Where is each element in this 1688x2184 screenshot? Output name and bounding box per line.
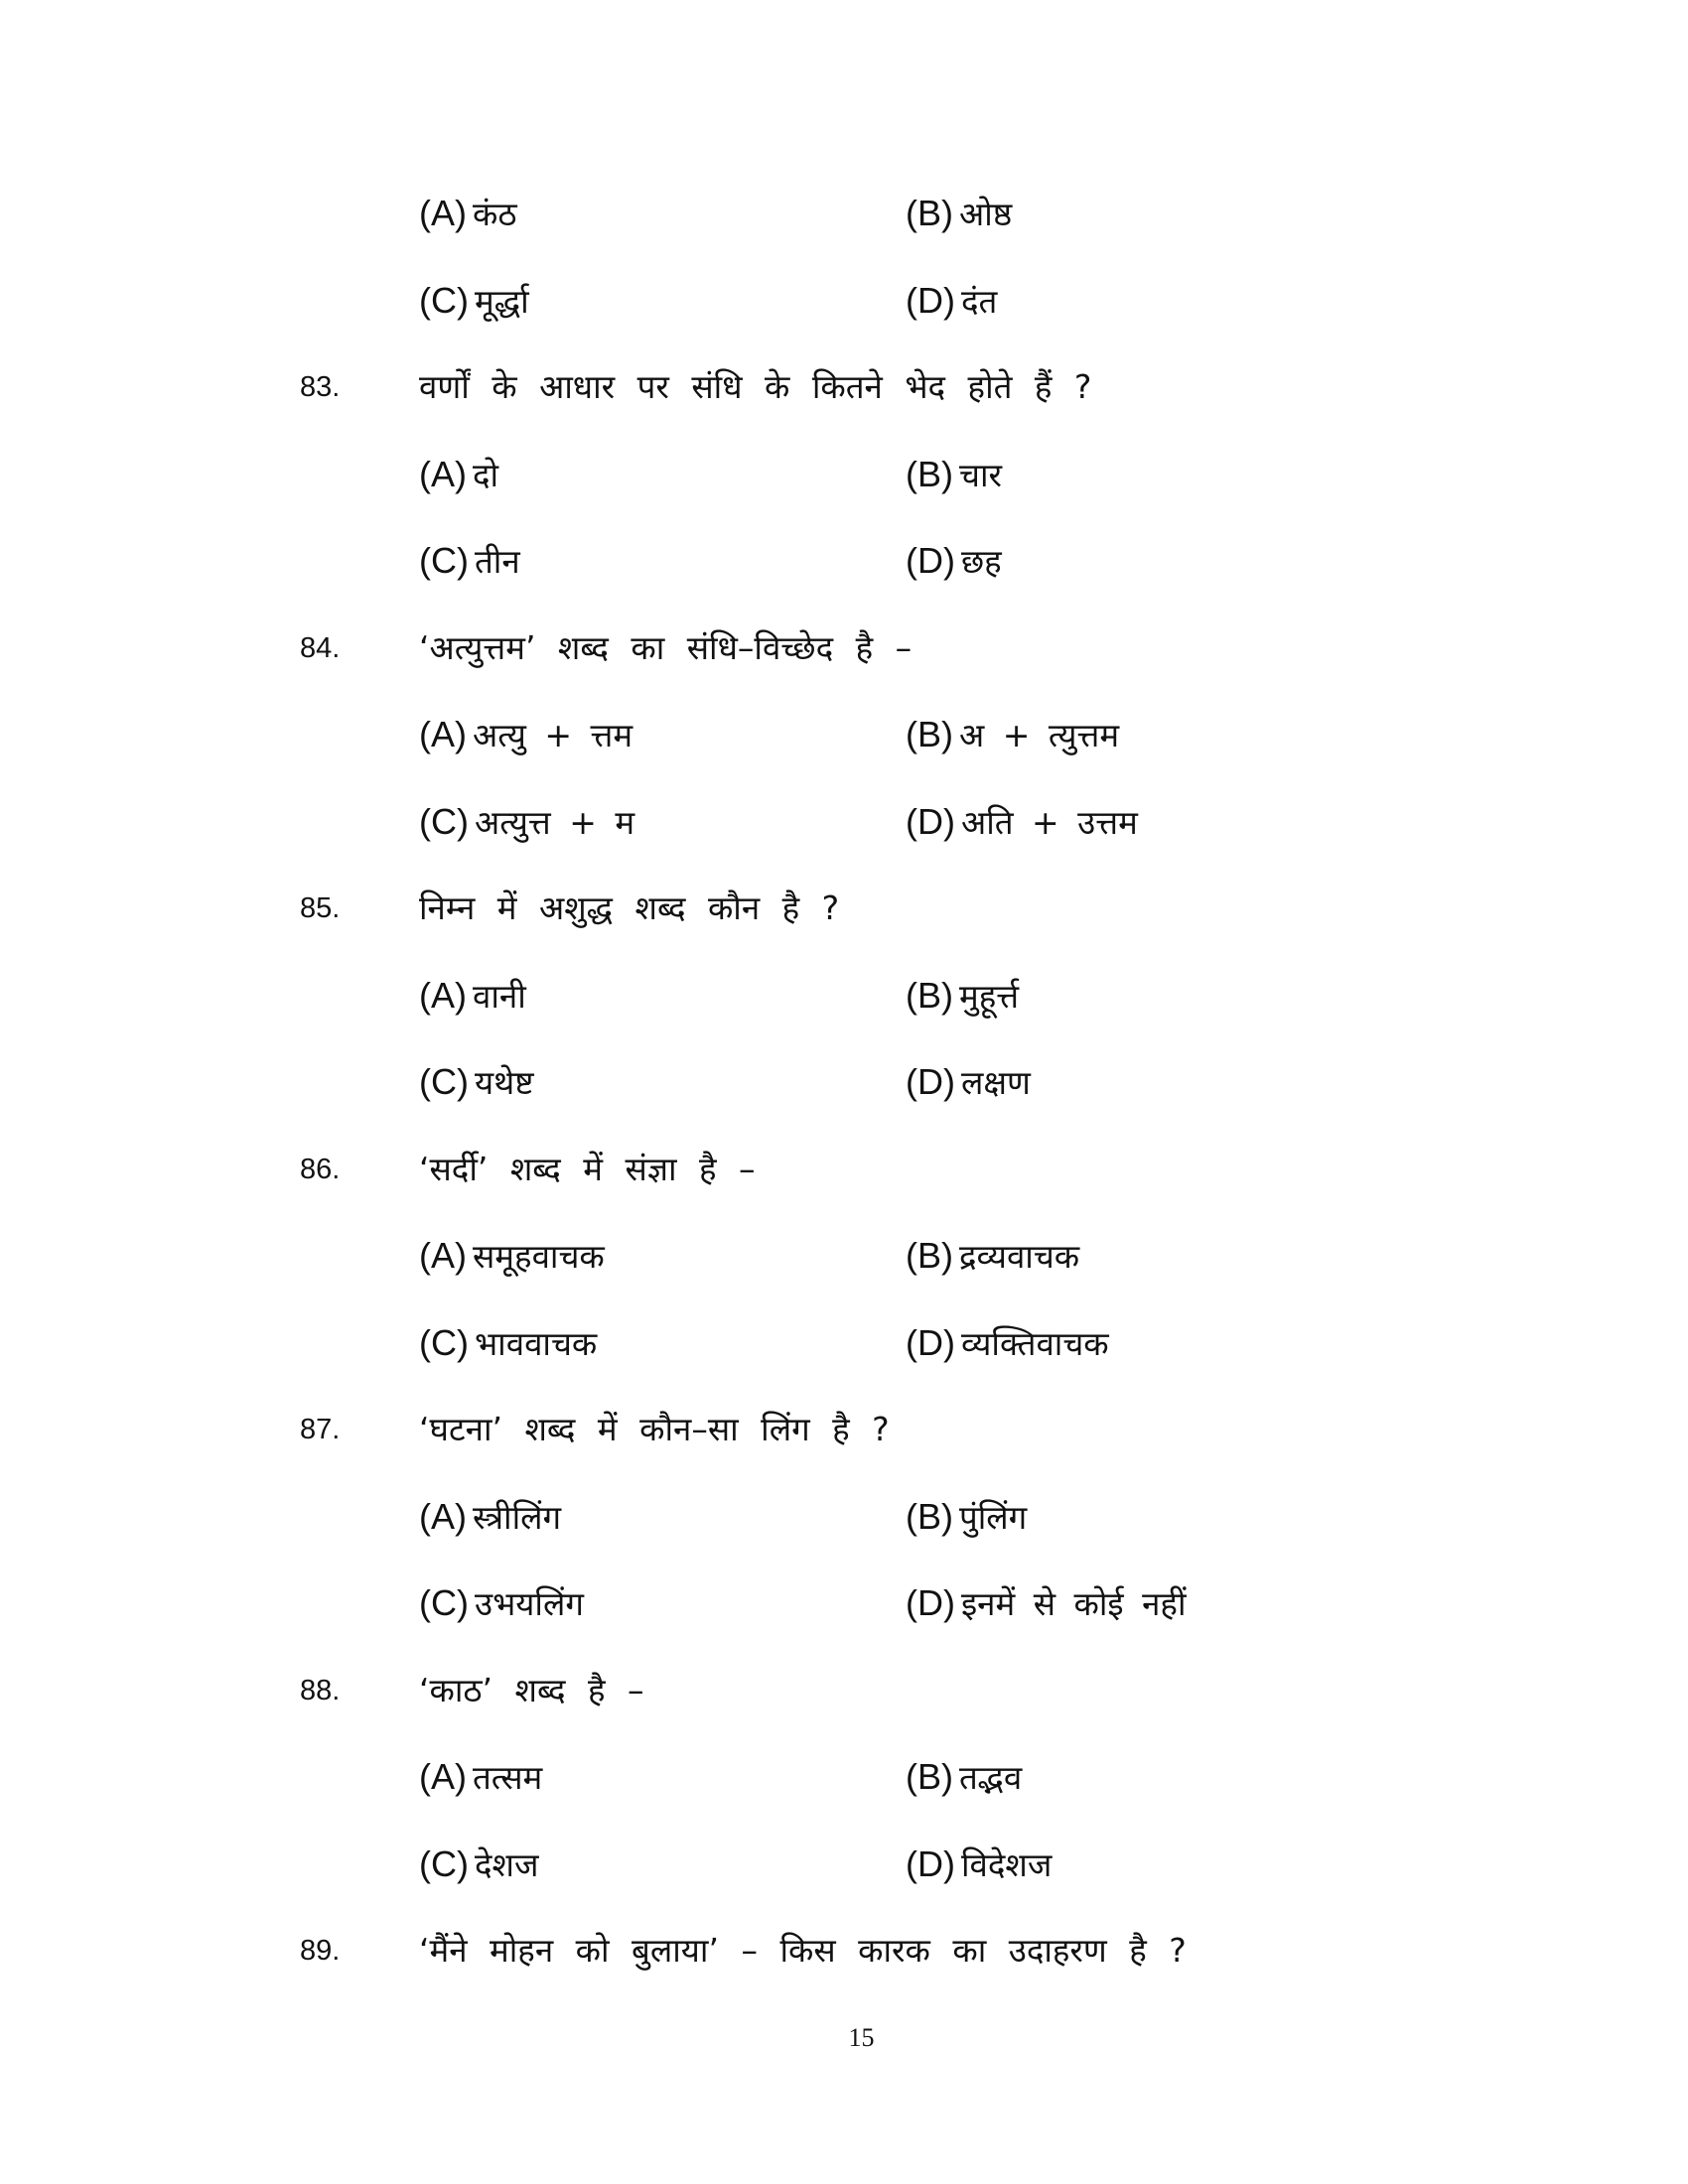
option-text: अत्यु + त्तम: [473, 716, 633, 754]
q88-option-a: [419, 1752, 542, 1802]
option-letter: (A): [419, 714, 467, 754]
question-number: 87.: [300, 1414, 341, 1445]
page-number: 15: [848, 2023, 875, 2052]
option-text: स्त्रीलिंग: [473, 1498, 562, 1537]
option-text: दंत: [960, 282, 998, 321]
q86-options-row-cd: [0, 1318, 1688, 1368]
option-letter: (B): [906, 1496, 953, 1537]
option-letter: (A): [419, 1756, 467, 1797]
option-text: अ + त्युत्तम: [959, 716, 1120, 754]
q84-option-a: [419, 710, 633, 759]
q82-option-d: [906, 276, 997, 326]
question-number: 83.: [300, 371, 341, 403]
option-text: अति + उत्तम: [960, 803, 1138, 842]
option-letter: (A): [419, 975, 467, 1016]
option-letter: (C): [419, 540, 469, 581]
option-text: विदेशज: [960, 1845, 1053, 1884]
q87-options-row-cd: [0, 1578, 1688, 1628]
q85-options-row-cd: [0, 1057, 1688, 1107]
q83-option-a: [419, 450, 498, 499]
option-text: समूहवाचक: [473, 1237, 605, 1276]
question-85: [0, 884, 1688, 933]
question-text: ‘मैंने मोहन को बुलाया’ – किस कारक का उदाहरण है ?: [419, 1931, 1187, 1970]
q83-option-d: [906, 536, 1002, 586]
q86-option-a: [419, 1231, 605, 1281]
q86-options-row-ab: [0, 1231, 1688, 1281]
option-letter: (D): [906, 1582, 955, 1623]
option-text: तत्सम: [473, 1758, 543, 1797]
option-text: अत्युत्त + म: [474, 803, 635, 842]
question-number: 89.: [300, 1935, 341, 1967]
option-text: द्रव्यवाचक: [959, 1237, 1080, 1276]
q83-option-c: [419, 536, 520, 586]
option-letter: (C): [419, 1322, 469, 1363]
question-89: [0, 1926, 1688, 1976]
option-letter: (A): [419, 1496, 467, 1537]
q84-options-row-ab: [0, 710, 1688, 759]
q86-option-d: [906, 1318, 1109, 1368]
option-letter: (C): [419, 801, 469, 842]
q86-option-c: [419, 1318, 597, 1368]
option-text: चार: [959, 456, 1002, 494]
option-text: ओष्ठ: [959, 195, 1013, 233]
option-text: पुंलिंग: [959, 1498, 1028, 1537]
q82-option-b: [906, 189, 1012, 238]
q84-option-b: [906, 710, 1119, 759]
q82-options-row-cd: [0, 276, 1688, 326]
q87-option-c: [419, 1578, 584, 1628]
option-text: उभयलिंग: [474, 1584, 584, 1623]
option-letter: (B): [906, 1235, 953, 1276]
q85-option-b: [906, 971, 1019, 1021]
option-text: यथेष्ट: [474, 1063, 534, 1102]
option-text: तद्भव: [959, 1758, 1023, 1797]
q87-options-row-ab: [0, 1492, 1688, 1542]
q84-options-row-cd: [0, 797, 1688, 847]
option-letter: (A): [419, 193, 467, 233]
q87-option-d: [906, 1578, 1187, 1628]
q88-option-b: [906, 1752, 1022, 1802]
q85-options-row-ab: [0, 971, 1688, 1021]
option-letter: (C): [419, 280, 469, 321]
q82-options-row-ab: [0, 189, 1688, 238]
question-text: ‘काठ’ शब्द है –: [419, 1671, 644, 1709]
option-text: छह: [960, 542, 1002, 581]
option-text: व्यक्तिवाचक: [960, 1324, 1109, 1363]
option-letter: (D): [906, 1061, 955, 1102]
q83-options-row-cd: [0, 536, 1688, 586]
question-text: ‘घटना’ शब्द में कौन–सा लिंग है ?: [419, 1410, 890, 1448]
question-text: ‘सर्दी’ शब्द में संज्ञा है –: [419, 1150, 756, 1188]
option-text: दो: [473, 456, 499, 494]
option-letter: (C): [419, 1582, 469, 1623]
option-text: मूर्द्धा: [474, 282, 529, 321]
option-text: कंठ: [473, 195, 517, 233]
q88-options-row-ab: [0, 1752, 1688, 1802]
option-letter: (D): [906, 280, 955, 321]
option-letter: (B): [906, 1756, 953, 1797]
option-letter: (B): [906, 454, 953, 494]
q85-option-c: [419, 1057, 533, 1107]
option-letter: (A): [419, 454, 467, 494]
option-letter: (D): [906, 1322, 955, 1363]
option-letter: (B): [906, 193, 953, 233]
option-letter: (D): [906, 540, 955, 581]
question-number: 86.: [300, 1154, 341, 1185]
option-text: इनमें से कोई नहीं: [960, 1584, 1187, 1623]
question-text: वर्णों के आधार पर संधि के कितने भेद होते हैं ?: [419, 367, 1092, 406]
q82-option-c: [419, 276, 529, 326]
q85-option-d: [906, 1057, 1031, 1107]
q84-option-d: [906, 797, 1138, 847]
option-text: भाववाचक: [474, 1324, 598, 1363]
question-84: [0, 623, 1688, 673]
question-text: ‘अत्युत्तम’ शब्द का संधि–विच्छेद है –: [419, 628, 913, 667]
option-text: तीन: [474, 542, 520, 581]
option-letter: (C): [419, 1061, 469, 1102]
q88-option-c: [419, 1840, 538, 1889]
option-letter: (C): [419, 1843, 469, 1884]
question-text: निम्न में अशुद्ध शब्द कौन है ?: [419, 888, 840, 927]
q88-option-d: [906, 1840, 1052, 1889]
question-number: 85.: [300, 892, 341, 924]
q82-option-a: [419, 189, 517, 238]
option-letter: (A): [419, 1235, 467, 1276]
question-86: [0, 1145, 1688, 1194]
q87-option-b: [906, 1492, 1027, 1542]
option-text: देशज: [474, 1845, 539, 1884]
q83-option-b: [906, 450, 1002, 499]
q87-option-a: [419, 1492, 561, 1542]
q83-options-row-ab: [0, 450, 1688, 499]
option-text: वानी: [473, 977, 526, 1016]
q84-option-c: [419, 797, 634, 847]
q85-option-a: [419, 971, 526, 1021]
option-text: लक्षण: [960, 1063, 1031, 1102]
option-text: मुहूर्त्त: [959, 977, 1020, 1016]
q86-option-b: [906, 1231, 1079, 1281]
question-87: [0, 1405, 1688, 1454]
option-letter: (B): [906, 714, 953, 754]
question-83: [0, 362, 1688, 412]
option-letter: (B): [906, 975, 953, 1016]
question-88: [0, 1666, 1688, 1715]
option-letter: (D): [906, 801, 955, 842]
question-number: 84.: [300, 632, 341, 664]
option-letter: (D): [906, 1843, 955, 1884]
question-number: 88.: [300, 1675, 341, 1706]
q88-options-row-cd: [0, 1840, 1688, 1889]
